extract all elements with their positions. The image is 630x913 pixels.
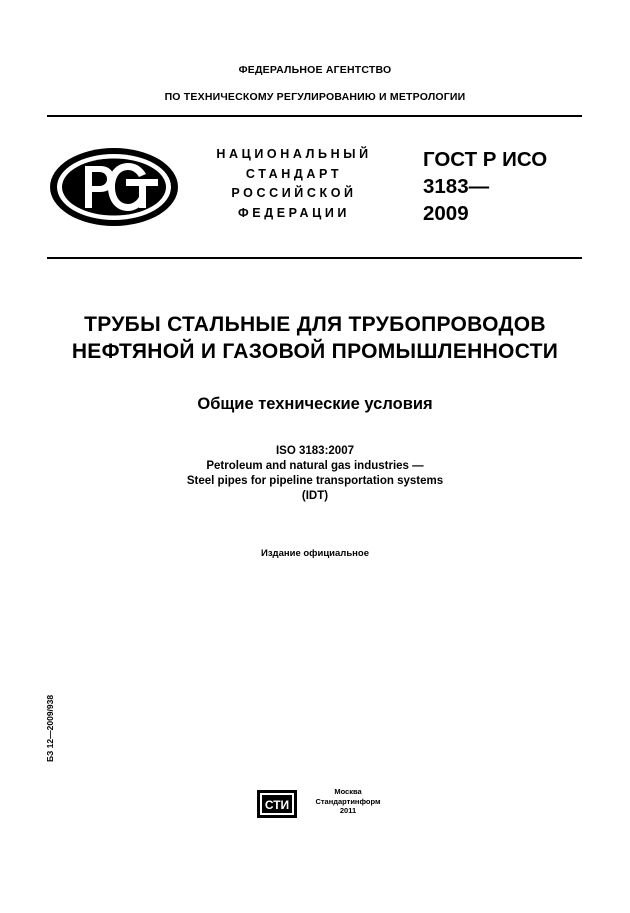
rst-logo-icon <box>48 146 180 228</box>
header-divider <box>47 257 582 259</box>
publisher-info <box>296 787 400 816</box>
iso-degree: (IDT) <box>301 490 329 502</box>
document-subtitle: Общие технические условия <box>197 395 433 413</box>
top-divider <box>47 115 582 117</box>
publisher-logo-text: СТИ <box>264 798 290 812</box>
agency-name-line1: ФЕДЕРАЛЬНОЕ АГЕНТСТВО <box>238 64 392 76</box>
document-title <box>0 311 630 365</box>
standard-type-line: РОССИЙСКОЙ <box>231 186 357 200</box>
standard-type <box>200 145 388 223</box>
agency-name-line2: ПО ТЕХНИЧЕСКОМУ РЕГУЛИРОВАНИЮ И МЕТРОЛОГИИ <box>164 91 466 103</box>
title-line2: НЕФТЯНОЙ И ГАЗОВОЙ ПРОМЫШЛЕННОСТИ <box>71 340 559 363</box>
publisher-year: 2011 <box>339 806 357 815</box>
standard-type-line: СТАНДАРТ <box>245 166 343 181</box>
publisher-name: Стандартинформ <box>315 796 381 806</box>
designation-line: ГОСТ Р ИСО <box>423 148 548 171</box>
standard-type-line: ФЕДЕРАЦИИ <box>237 205 350 220</box>
standard-designation <box>423 146 547 227</box>
standartinform-logo-icon <box>257 790 297 818</box>
publisher-city: Москва <box>334 787 362 796</box>
iso-title-line1: Petroleum and natural gas industries — <box>206 460 424 472</box>
iso-code: ISO 3183:2007 <box>275 445 354 457</box>
standard-type-line: НАЦИОНАЛЬНЫЙ <box>216 147 372 161</box>
side-code: БЗ 12—2009/938 <box>45 694 55 762</box>
iso-title-line2: Steel pipes for pipeline transportation systems <box>186 475 444 487</box>
edition-label: Издание официальное <box>261 548 369 559</box>
designation-line: 3183— <box>423 175 490 198</box>
iso-reference <box>0 444 630 504</box>
designation-line: 2009 <box>423 202 469 225</box>
title-line1: ТРУБЫ СТАЛЬНЫЕ ДЛЯ ТРУБОПРОВОДОВ <box>84 313 546 336</box>
